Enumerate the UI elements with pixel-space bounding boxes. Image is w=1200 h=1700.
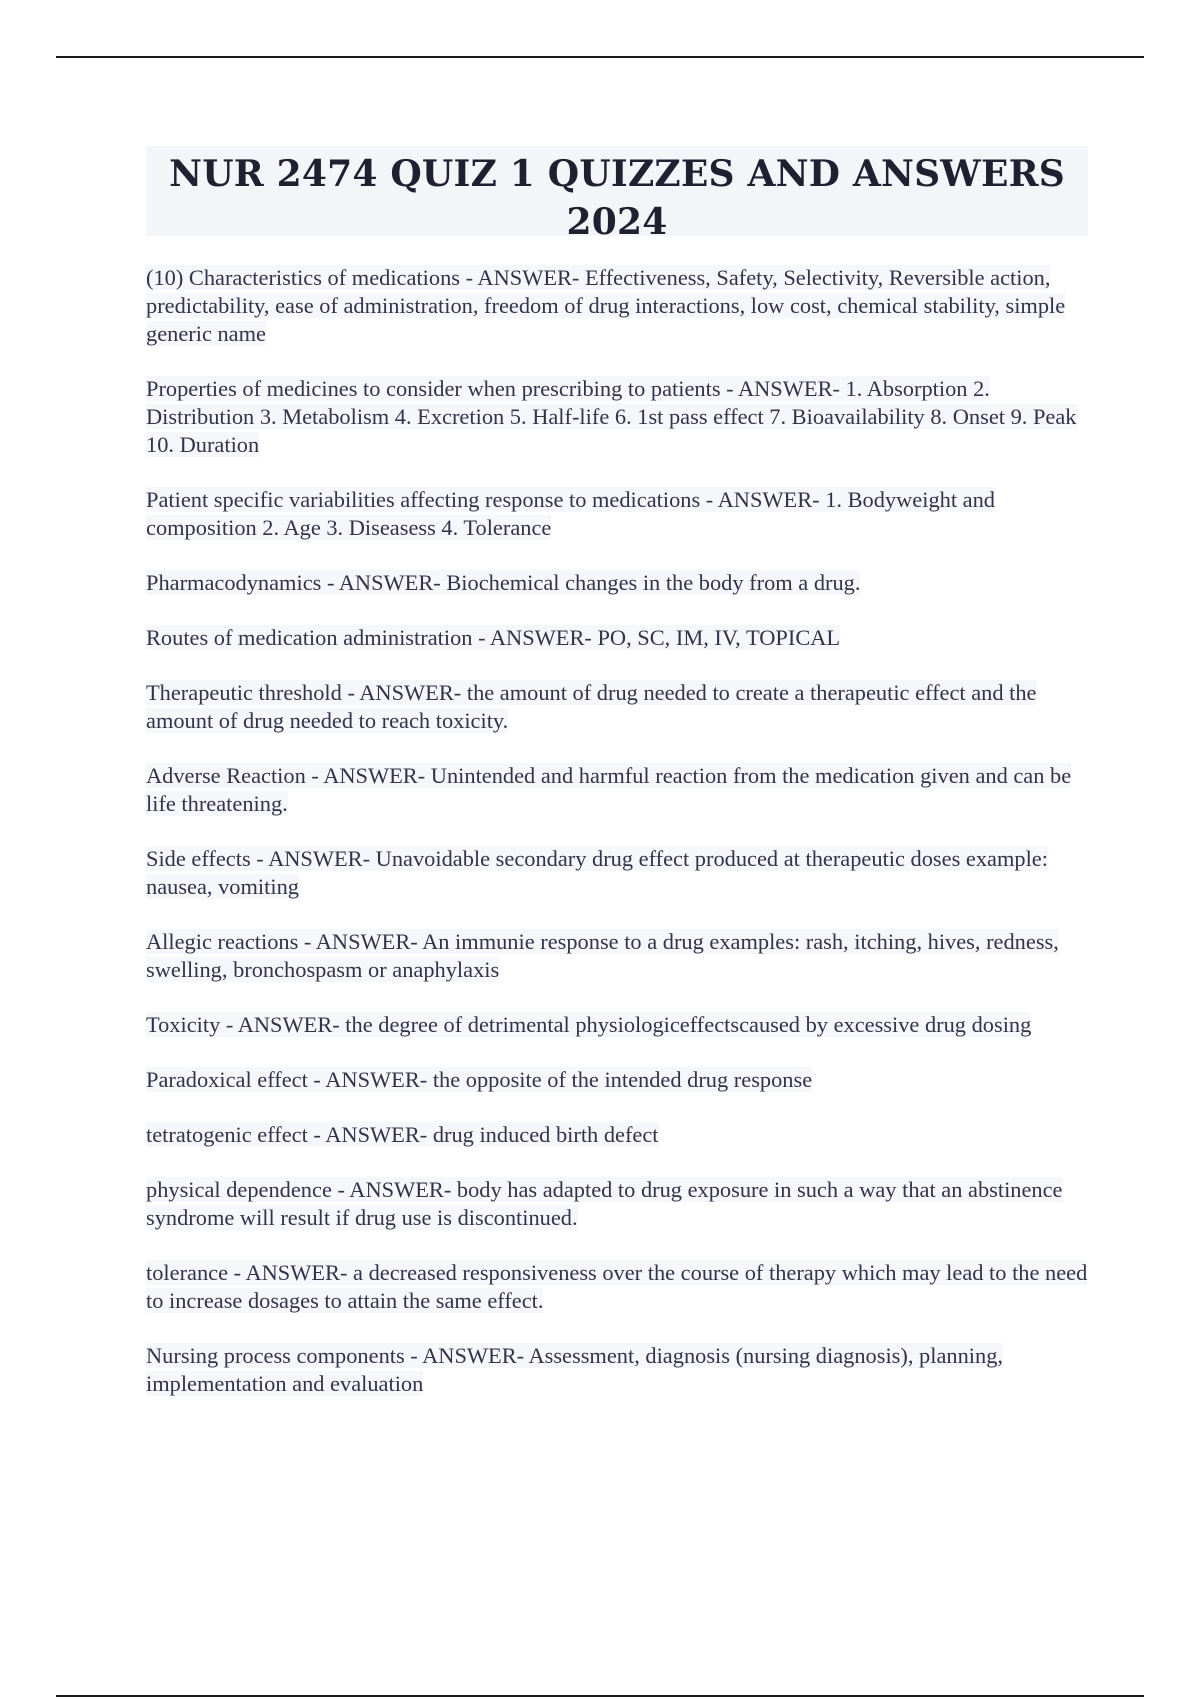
qa-entry-text: Routes of medication administration - ANSWER- PO, SC, IM, IV, TOPICAL <box>146 625 841 650</box>
qa-entry-text: Therapeutic threshold - ANSWER- the amount of drug needed to create a therapeutic effect and the amount of drug needed to reach toxicity. <box>146 680 1037 733</box>
qa-entry-text: Side effects - ANSWER- Unavoidable secondary drug effect produced at therapeutic doses example: nausea, vomiting <box>146 846 1048 899</box>
qa-entry <box>146 1342 1088 1398</box>
qa-entry-text: tetratogenic effect - ANSWER- drug induced birth defect <box>146 1122 659 1147</box>
top-divider <box>56 56 1144 58</box>
qa-entry-text: Nursing process components - ANSWER- Assessment, diagnosis (nursing diagnosis), planning, implementation and evaluation <box>146 1343 1003 1396</box>
qa-list <box>146 264 1088 1425</box>
qa-entry <box>146 679 1088 735</box>
qa-entry <box>146 264 1088 348</box>
bottom-divider <box>56 1695 1144 1697</box>
qa-entry <box>146 1121 1088 1149</box>
qa-entry <box>146 845 1088 901</box>
qa-entry <box>146 486 1088 542</box>
qa-entry <box>146 1011 1088 1039</box>
qa-entry <box>146 762 1088 818</box>
document-title: NUR 2474 QUIZ 1 QUIZZES AND ANSWERS 2024 <box>169 153 1065 243</box>
qa-entry-text: Allegic reactions - ANSWER- An immunie response to a drug examples: rash, itching, hives, redness, swelling, bronchospasm or anaphylaxis <box>146 929 1059 982</box>
qa-entry-text: Toxicity - ANSWER- the degree of detrimental physiologiceffectscaused by excessive drug dosing <box>146 1012 1032 1037</box>
qa-entry-text: Paradoxical effect - ANSWER- the opposite of the intended drug response <box>146 1067 813 1092</box>
qa-entry <box>146 1176 1088 1232</box>
qa-entry-text: Patient specific variabilities affecting response to medications - ANSWER- 1. Bodyweight and composition 2. Age 3. Diseasess 4. Tolerance <box>146 487 995 540</box>
qa-entry-text: Adverse Reaction - ANSWER- Unintended and harmful reaction from the medication given and can be life threatening. <box>146 763 1072 816</box>
qa-entry <box>146 1066 1088 1094</box>
qa-entry-text: Properties of medicines to consider when prescribing to patients - ANSWER- 1. Absorption 2. Distribution 3. Metabolism 4. Excretion 5. Half-life 6. 1st pass effect 7. Bioavailability 8. Onset 9. Peak 10. Duration <box>146 376 1077 457</box>
qa-entry <box>146 624 1088 652</box>
qa-entry <box>146 375 1088 459</box>
qa-entry-text: (10) Characteristics of medications - ANSWER- Effectiveness, Safety, Selectivity, Reversible action, predictability, ease of administration, freedom of drug interactions, low cost, chemical stability, simple generic name <box>146 265 1066 346</box>
qa-entry <box>146 1259 1088 1315</box>
qa-entry-text: Pharmacodynamics - ANSWER- Biochemical changes in the body from a drug. <box>146 570 861 595</box>
qa-entry <box>146 928 1088 984</box>
qa-entry-text: tolerance - ANSWER- a decreased responsiveness over the course of therapy which may lead to the need to increase dosages to attain the same effect. <box>146 1260 1088 1313</box>
title-block <box>146 146 1088 243</box>
qa-entry-text: physical dependence - ANSWER- body has adapted to drug exposure in such a way that an abstinence syndrome will result if drug use is discontinued. <box>146 1177 1063 1230</box>
qa-entry <box>146 569 1088 597</box>
